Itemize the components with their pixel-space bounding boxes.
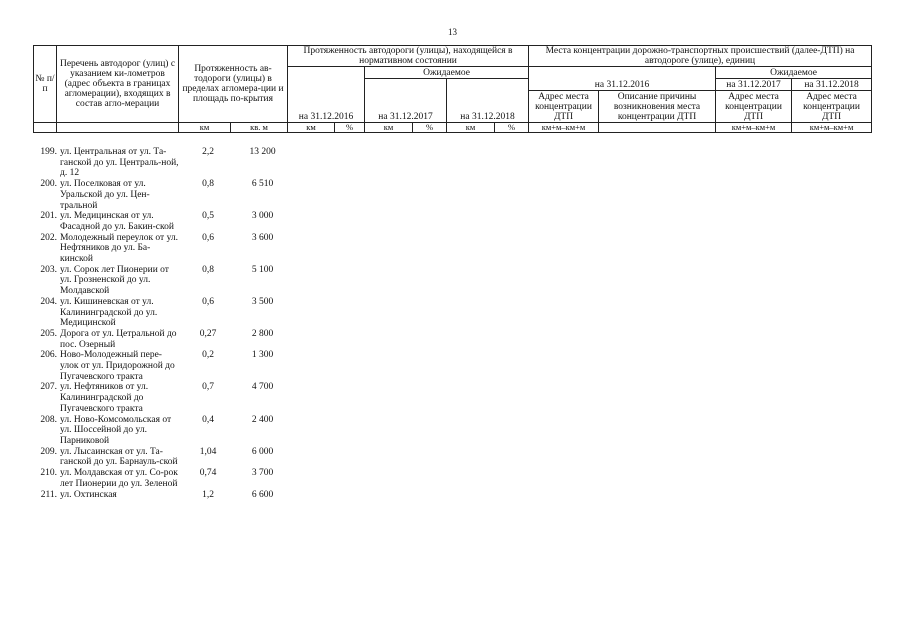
header-num: № п/п (34, 46, 57, 123)
row-length: 0,8 (202, 264, 214, 275)
header-table (33, 45, 872, 133)
row-number: 209. (40, 446, 57, 457)
table-row (33, 382, 333, 414)
table-row (33, 350, 333, 382)
header-norm-2017: на 31.12.2017 (365, 79, 447, 123)
row-number: 203. (40, 264, 57, 275)
row-area: 3 000 (251, 211, 274, 222)
row-length: 0,2 (202, 350, 214, 361)
row-area: 3 500 (251, 296, 274, 307)
row-name: ул. Медицинская от ул. Фасадной до ул. Бакин-ской (60, 211, 174, 232)
unit-km: км (179, 123, 231, 133)
row-length: 0,74 (199, 468, 217, 479)
unit-cell (57, 123, 179, 133)
row-number: 205. (40, 328, 57, 339)
table-row (33, 415, 333, 447)
table-row (33, 179, 333, 211)
row-number: 199. (40, 147, 57, 157)
header-dtp-2018: на 31.12.2018 (792, 79, 872, 91)
unit-cell (34, 123, 57, 133)
header-address-2018: Адрес места концентрации ДТП (792, 91, 872, 123)
row-area: 13 200 (249, 147, 276, 157)
row-number: 211. (40, 489, 57, 500)
row-name: ул. Поселковая от ул. Уральской до ул. Цен-тральной (60, 179, 150, 211)
table-row (33, 211, 333, 232)
row-number: 207. (40, 382, 57, 393)
table-row (33, 265, 333, 297)
header-norm-2016: на 31.12.2016 (288, 67, 365, 123)
unit-cell (599, 123, 716, 133)
row-name: ул. Сорок лет Пионерии от ул. Грозненской до ул. Молдавской (60, 264, 169, 297)
header-norm-2018: на 31.12.2018 (447, 79, 529, 123)
header-address-2017: Адрес места концентрации ДТП (716, 91, 792, 123)
unit-km: км (365, 123, 413, 133)
row-name: ул. Ново-Комсомольская от ул. Шоссейной до ул. Парниковой (60, 414, 172, 446)
row-area: 3 600 (251, 232, 274, 243)
row-area: 5 100 (251, 264, 274, 275)
row-number: 204. (40, 296, 57, 307)
unit-km: км (288, 123, 335, 133)
unit-pct: % (335, 123, 365, 133)
table-row (33, 329, 333, 350)
row-name: ул. Нефтяников от ул. Калининградской до Пугачевского тракта (60, 382, 149, 414)
unit-m2: кв. м (231, 123, 288, 133)
header-norm-expected: Ожидаемое (365, 67, 529, 79)
row-name: ул. Молдавская от ул. Со-рок лет Пионерии до ул. Зеленой (60, 468, 178, 489)
header-dtp-2017: на 31.12.2017 (716, 79, 792, 91)
row-length: 0,27 (199, 328, 217, 339)
row-name: Молодежный переулок от ул. Нефтяников до ул. Ба-кинской (60, 232, 179, 265)
row-area: 3 700 (251, 468, 274, 479)
row-name: ул. Лысаинская от ул. Та-ганской до ул. Барнауль-ской (60, 446, 178, 468)
row-area: 6 600 (251, 489, 274, 500)
row-length: 1,04 (199, 446, 217, 457)
page-number: 13 (448, 27, 457, 37)
table-row (33, 447, 333, 468)
unit-pct: % (495, 123, 529, 133)
row-length: 0,7 (202, 382, 214, 393)
row-name: ул. Охтинская (60, 489, 117, 500)
header-dtp-2016: на 31.12.2016 (529, 67, 716, 91)
table-row (33, 147, 333, 179)
row-area: 6 000 (251, 446, 274, 457)
row-number: 201. (40, 211, 57, 222)
row-name: ул. Центральная от ул. Та-ганской до ул. Централь-ной, д. 12 (60, 147, 179, 179)
row-area: 4 700 (251, 382, 274, 393)
row-area: 1 300 (251, 350, 274, 361)
road-list (33, 147, 333, 500)
unit-km: км (447, 123, 495, 133)
row-length: 0,5 (202, 211, 214, 222)
row-area: 2 400 (251, 414, 274, 425)
row-number: 202. (40, 232, 57, 243)
row-length: 1,2 (202, 489, 214, 500)
header-dtp: Места концентрации дорожно-транспортных происшествий (далее-ДТП) на автодороге (улице), единиц (529, 46, 872, 67)
header-normative: Протяженность автодороги (улицы), находящейся в нормативном состоянии (288, 46, 529, 67)
row-name: Ново-Молодежный пере-улок от ул. Придорожной до Пугачевского тракта (60, 350, 175, 382)
header-description: Описание причины возникновения места концентрации ДТП (599, 91, 716, 123)
row-number: 210. (40, 468, 57, 479)
row-number: 200. (40, 179, 57, 190)
unit-km-pattern: км+м–км+м (529, 123, 599, 133)
table-row (33, 468, 333, 489)
row-name: ул. Кишиневская от ул. Калининградской до ул. Медицинской (60, 296, 158, 329)
row-area: 6 510 (251, 179, 274, 190)
row-length: 2,2 (202, 147, 214, 157)
unit-pct: % (413, 123, 447, 133)
row-length: 0,6 (202, 232, 214, 243)
header-address-2016: Адрес места концентрации ДТП (529, 91, 599, 123)
header-dtp-expected: Ожидаемое (716, 67, 872, 79)
row-name: Дорога от ул. Цетральной до пос. Озерный (60, 328, 177, 350)
header-list: Перечень автодорог (улиц) с указанием ки-лометров (адрес объекта в границах агломерации), входящих в состав агло-мерации (57, 46, 179, 123)
row-length: 0,6 (202, 296, 214, 307)
row-area: 2 800 (251, 328, 274, 339)
row-number: 208. (40, 414, 57, 425)
row-length: 0,4 (202, 414, 214, 425)
unit-km-pattern: км+м–км+м (716, 123, 792, 133)
table-row (33, 233, 333, 265)
table-row (33, 490, 333, 501)
row-number: 206. (40, 350, 57, 361)
unit-km-pattern: км+м–км+м (792, 123, 872, 133)
header-length: Протяженность ав-тодороги (улицы) в пределах агломера-ции и площадь по-крытия (179, 46, 288, 123)
row-length: 0,8 (202, 179, 214, 190)
table-row (33, 297, 333, 329)
